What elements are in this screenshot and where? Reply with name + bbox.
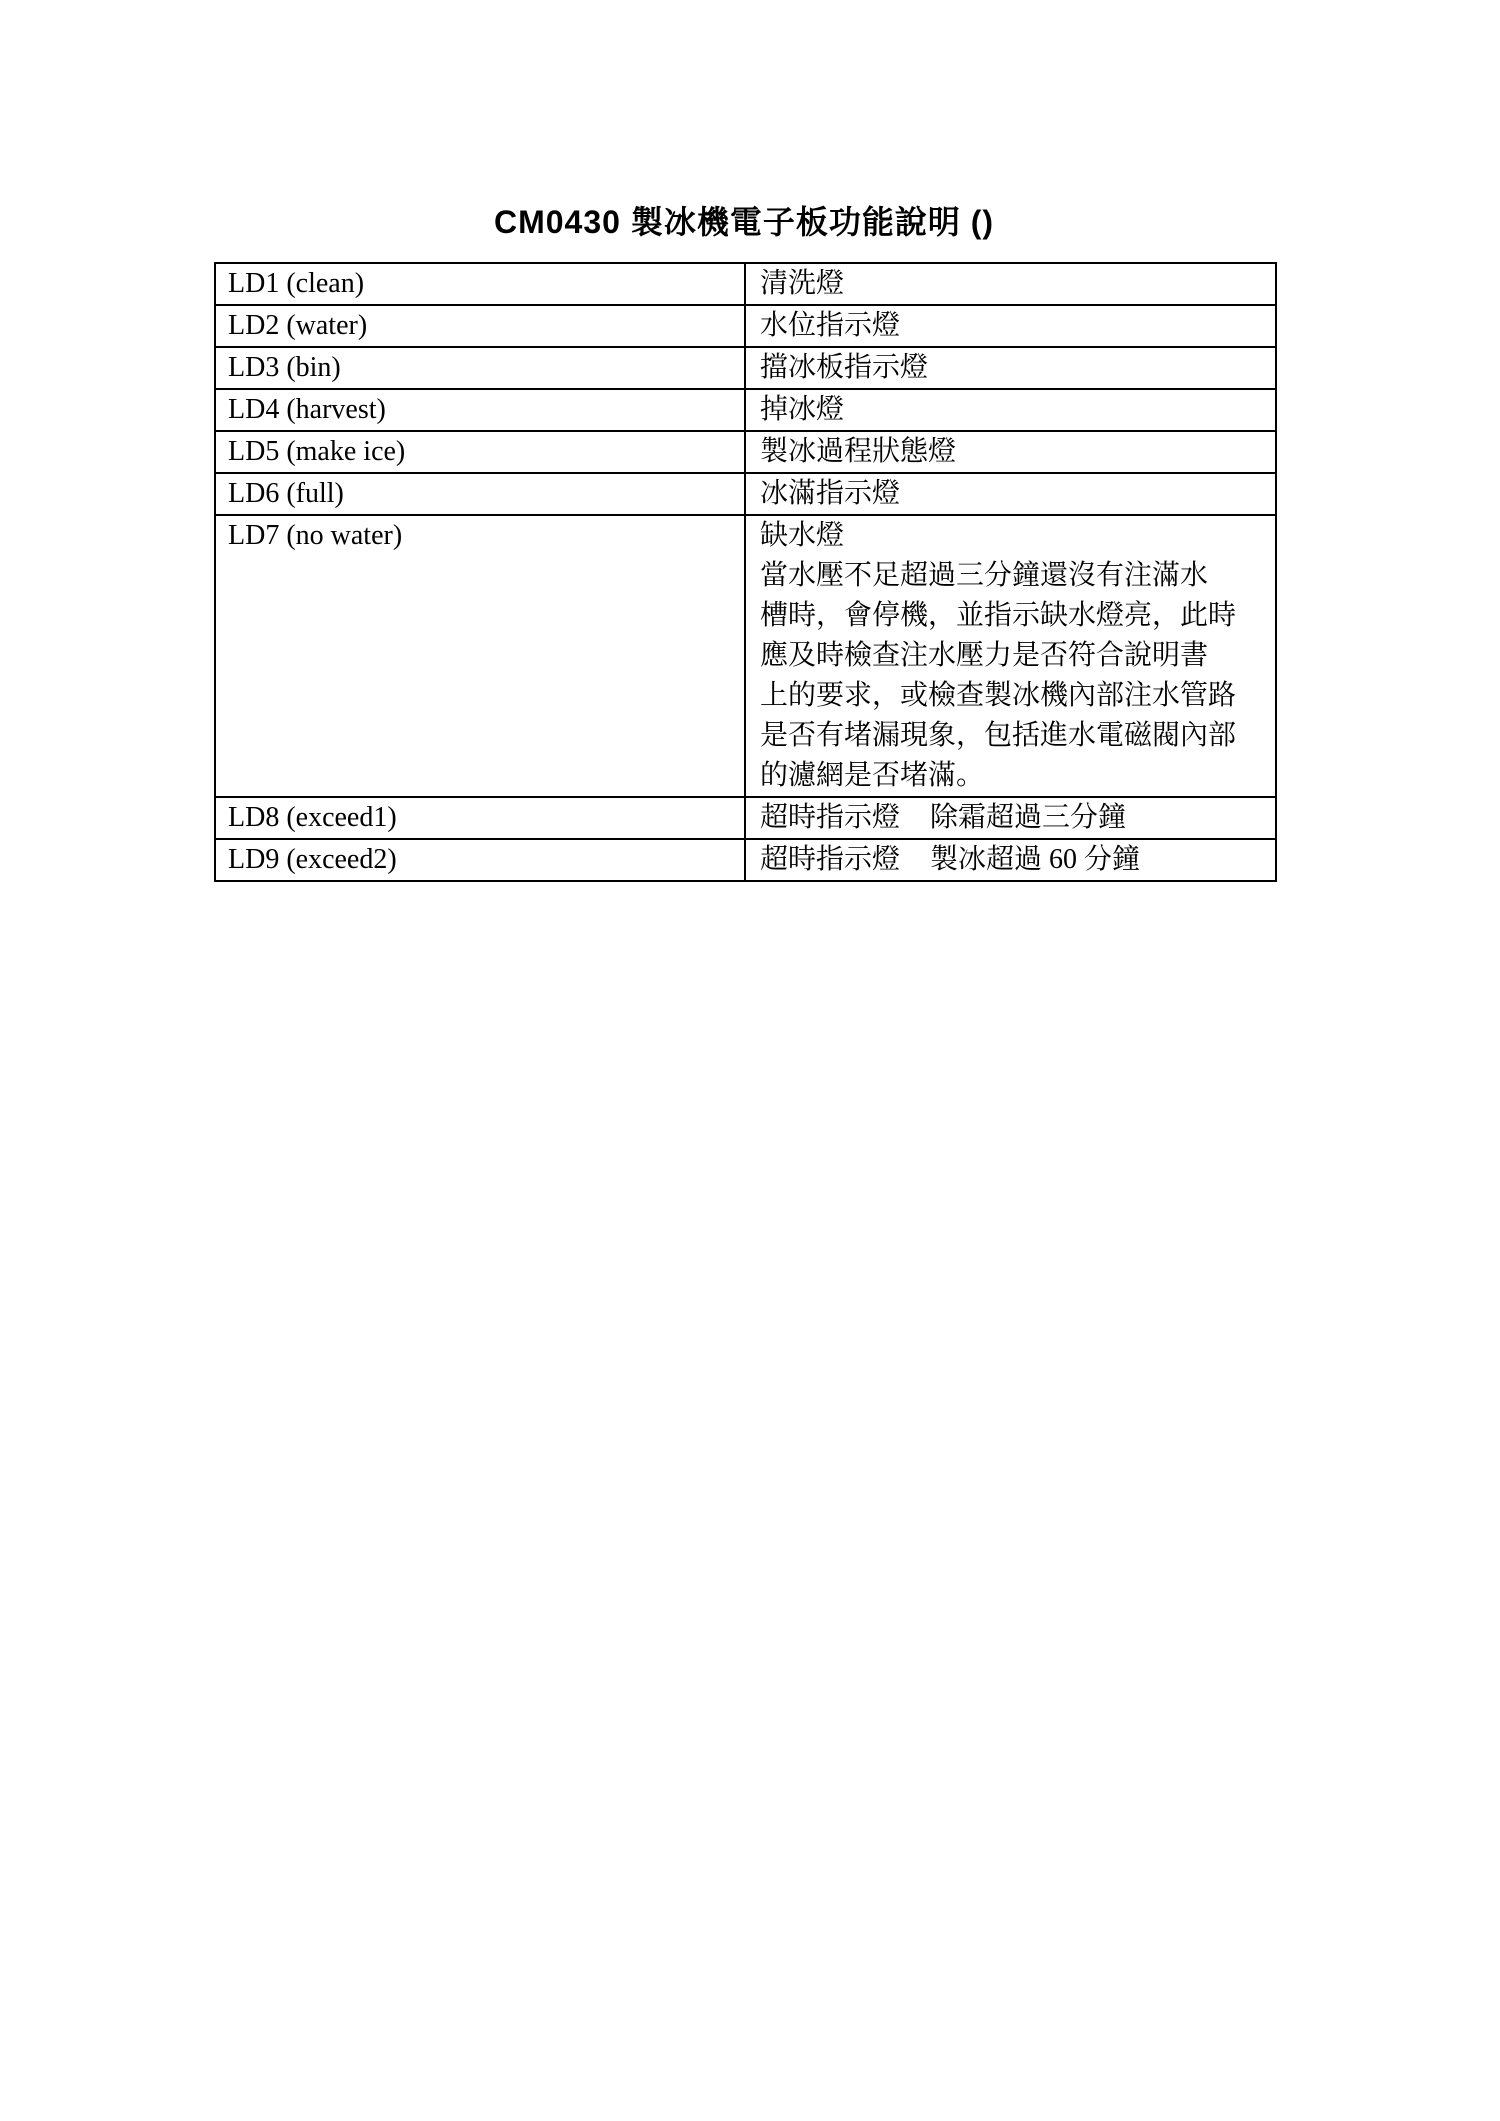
description-label: 超時指示燈 xyxy=(760,802,901,833)
table-row xyxy=(215,305,1276,347)
description-label: 超時指示燈 xyxy=(760,844,901,875)
description-line: 製冰過程狀態燈 xyxy=(760,436,957,467)
table-row xyxy=(215,347,1276,389)
description-line: 當水壓不足超過三分鐘還沒有注滿水 xyxy=(760,560,1209,591)
table-row xyxy=(215,431,1276,473)
led-description-cell xyxy=(745,389,1276,431)
led-code-cell: LD5 (make ice) xyxy=(215,431,745,473)
led-description-cell xyxy=(745,839,1276,881)
description-note: 製冰超過 60 分鐘 xyxy=(930,844,1141,875)
led-description-cell xyxy=(745,305,1276,347)
table-row xyxy=(215,473,1276,515)
led-code-cell: LD3 (bin) xyxy=(215,347,745,389)
table-row xyxy=(215,839,1276,881)
led-code-cell: LD1 (clean) xyxy=(215,263,745,305)
table-row xyxy=(215,515,1276,797)
led-description-cell xyxy=(745,431,1276,473)
table-row xyxy=(215,389,1276,431)
description-line: 缺水燈 xyxy=(760,520,845,551)
table-row xyxy=(215,797,1276,839)
led-description-cell xyxy=(745,797,1276,839)
led-function-table xyxy=(214,262,1277,882)
description-note: 除霜超過三分鐘 xyxy=(930,802,1127,833)
led-description-cell xyxy=(745,473,1276,515)
document-title: CM0430 製冰機電子板功能說明 () xyxy=(493,204,995,240)
table-row xyxy=(215,263,1276,305)
led-description-cell xyxy=(745,515,1276,797)
description-line xyxy=(760,798,1265,838)
description-line: 的濾網是否堵滿。 xyxy=(760,760,985,791)
led-code-cell: LD6 (full) xyxy=(215,473,745,515)
description-line: 上的要求，或檢查製冰機內部注水管路 xyxy=(760,680,1237,711)
led-description-cell xyxy=(745,347,1276,389)
led-code-cell: LD2 (water) xyxy=(215,305,745,347)
description-line: 是否有堵漏現象，包括進水電磁閥內部 xyxy=(760,720,1237,751)
description-line: 清洗燈 xyxy=(760,268,845,299)
description-line: 槽時，會停機，並指示缺水燈亮，此時 xyxy=(760,600,1237,631)
description-line: 水位指示燈 xyxy=(760,310,901,341)
led-code-cell: LD4 (harvest) xyxy=(215,389,745,431)
led-code-cell: LD8 (exceed1) xyxy=(215,797,745,839)
description-line: 應及時檢查注水壓力是否符合說明書 xyxy=(760,640,1209,671)
led-code-cell: LD9 (exceed2) xyxy=(215,839,745,881)
led-code-cell: LD7 (no water) xyxy=(215,515,745,797)
description-line: 掉冰燈 xyxy=(760,394,845,425)
description-line: 冰滿指示燈 xyxy=(760,478,901,509)
led-description-cell xyxy=(745,263,1276,305)
description-line: 擋冰板指示燈 xyxy=(760,352,929,383)
description-line xyxy=(760,840,1265,880)
